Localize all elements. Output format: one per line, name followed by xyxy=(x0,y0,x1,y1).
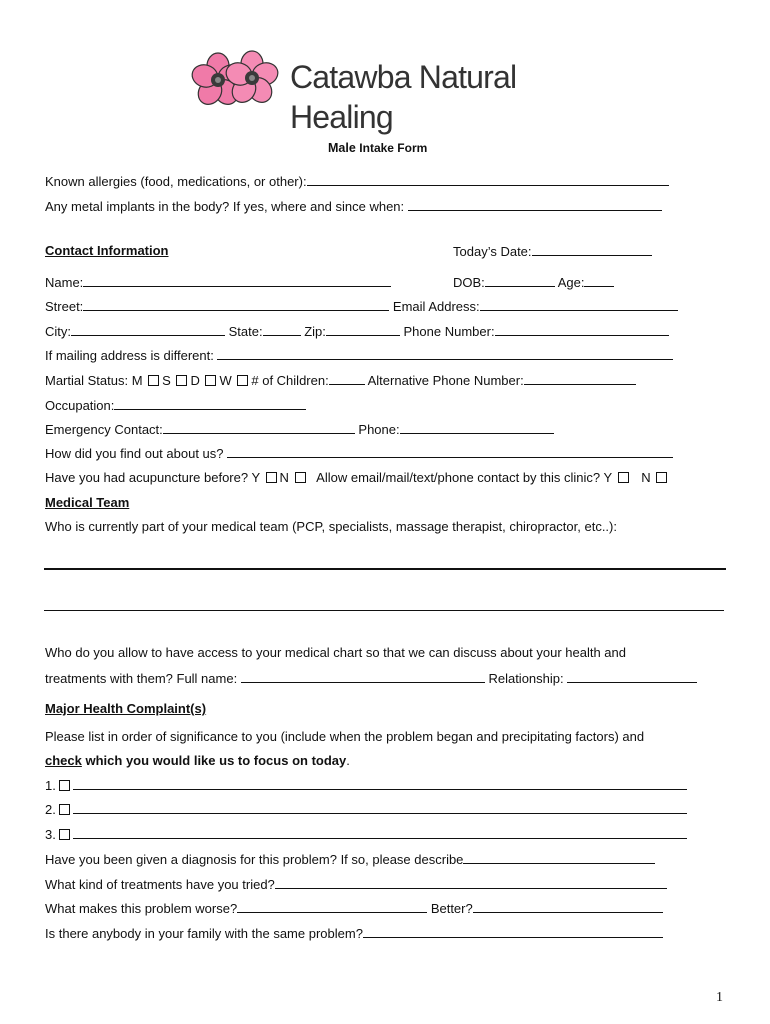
city-row xyxy=(45,323,669,340)
emergency-field[interactable] xyxy=(163,421,355,434)
emergency-row xyxy=(45,421,554,438)
allergies-row xyxy=(45,173,669,190)
item-1-label: 1. xyxy=(45,778,56,793)
item-2-field[interactable] xyxy=(73,801,687,814)
better-label: Better? xyxy=(430,901,473,916)
better-field[interactable] xyxy=(473,900,663,913)
occupation-label: Occupation: xyxy=(45,398,115,413)
diagnosis-label: Have you been given a diagnosis for this problem? If so, please describe xyxy=(45,852,464,867)
item-2-label: 2. xyxy=(45,802,56,817)
occupation-row xyxy=(45,397,306,414)
today-date-row xyxy=(453,243,652,260)
zip-label: Zip: xyxy=(304,324,326,339)
title-rest: Intake Form xyxy=(359,141,428,155)
contact-heading: Contact Information xyxy=(45,243,169,258)
item-2-checkbox[interactable] xyxy=(59,804,70,815)
zip-field[interactable] xyxy=(326,323,400,336)
state-label: State: xyxy=(228,324,263,339)
occupation-field[interactable] xyxy=(114,397,306,410)
state-field[interactable] xyxy=(263,323,301,336)
email-label: Email Address: xyxy=(392,299,480,314)
dob-row xyxy=(453,274,614,291)
marital-row xyxy=(45,372,636,389)
children-label: # of Children: xyxy=(251,373,329,388)
marital-w-label: W xyxy=(219,373,232,388)
acupuncture-row xyxy=(45,470,670,486)
access-name-label: treatments with them? Full name: xyxy=(45,671,238,686)
allow-contact-no-checkbox[interactable] xyxy=(656,472,667,483)
access-name-field[interactable] xyxy=(241,670,485,683)
allow-contact-yes-checkbox[interactable] xyxy=(618,472,629,483)
marital-s-checkbox[interactable] xyxy=(176,375,187,386)
check-period: . xyxy=(346,753,350,768)
complaint-item-1 xyxy=(45,777,687,794)
medical-team-heading: Medical Team xyxy=(45,495,130,510)
children-field[interactable] xyxy=(329,372,365,385)
worse-field[interactable] xyxy=(237,900,427,913)
relationship-label: Relationship: xyxy=(488,671,564,686)
complaint-item-3 xyxy=(45,826,687,843)
emergency-label: Emergency Contact: xyxy=(45,422,163,437)
acupuncture-no-checkbox[interactable] xyxy=(295,472,306,483)
city-field[interactable] xyxy=(71,323,225,336)
implants-label: Any metal implants in the body? If yes, where and since when: xyxy=(45,199,405,214)
today-date-label: Today’s Date: xyxy=(453,244,532,259)
medical-team-line-2[interactable] xyxy=(44,610,724,611)
diagnosis-field[interactable] xyxy=(463,851,655,864)
implants-field[interactable] xyxy=(408,198,662,211)
acupuncture-label: Have you had acupuncture before? Y xyxy=(45,470,260,485)
complaints-check-row xyxy=(45,753,350,769)
age-label: Age: xyxy=(557,275,585,290)
allergies-label: Known allergies (food, medications, or other): xyxy=(45,174,307,189)
street-row xyxy=(45,298,678,315)
medical-team-question: Who is currently part of your medical team (PCP, specialists, massage therapist, chiropractor, etc..): xyxy=(45,519,617,534)
worse-row xyxy=(45,900,663,917)
family-field[interactable] xyxy=(363,925,663,938)
acupuncture-yes-checkbox[interactable] xyxy=(266,472,277,483)
treatments-row xyxy=(45,876,667,893)
allow-contact-label: Allow email/mail/text/phone contact by this clinic? Y xyxy=(316,470,612,485)
allow-contact-n-label: N xyxy=(641,470,651,485)
emergency-phone-label: Phone: xyxy=(358,422,400,437)
email-field[interactable] xyxy=(480,298,678,311)
phone-label: Phone Number: xyxy=(403,324,495,339)
emergency-phone-field[interactable] xyxy=(400,421,554,434)
diagnosis-row xyxy=(45,851,655,868)
found-us-row xyxy=(45,445,673,462)
marital-s-label: S xyxy=(162,373,171,388)
street-field[interactable] xyxy=(83,298,389,311)
acupuncture-n-label: N xyxy=(279,470,289,485)
access-line-1: Who do you allow to have access to your medical chart so that we can discuss about your health and xyxy=(45,645,626,660)
check-rest: which you would like us to focus on today xyxy=(85,753,347,768)
complaint-item-2 xyxy=(45,801,687,818)
item-3-checkbox[interactable] xyxy=(59,829,70,840)
brand-name: Catawba Natural Healing xyxy=(290,59,517,135)
complaints-heading: Major Health Complaint(s) xyxy=(45,701,207,716)
today-date-field[interactable] xyxy=(532,243,652,256)
city-label: City: xyxy=(45,324,71,339)
family-row xyxy=(45,925,663,942)
found-us-field[interactable] xyxy=(227,445,673,458)
allergies-field[interactable] xyxy=(307,173,669,186)
name-row xyxy=(45,274,391,291)
phone-field[interactable] xyxy=(495,323,669,336)
name-label: Name: xyxy=(45,275,84,290)
relationship-field[interactable] xyxy=(567,670,697,683)
marital-w-checkbox[interactable] xyxy=(237,375,248,386)
medical-team-line-1[interactable] xyxy=(44,568,726,570)
mailing-field[interactable] xyxy=(217,347,673,360)
age-field[interactable] xyxy=(584,274,614,287)
form-title xyxy=(328,140,427,156)
title-bold: Male xyxy=(328,141,356,155)
marital-m-checkbox[interactable] xyxy=(148,375,159,386)
dob-label: DOB: xyxy=(453,275,485,290)
item-1-checkbox[interactable] xyxy=(59,780,70,791)
item-1-field[interactable] xyxy=(73,777,687,790)
logo xyxy=(186,47,586,135)
flower-icon xyxy=(186,47,286,113)
treatments-field[interactable] xyxy=(275,876,667,889)
treatments-label: What kind of treatments have you tried? xyxy=(45,877,275,892)
alt-phone-label: Alternative Phone Number: xyxy=(367,373,524,388)
alt-phone-field[interactable] xyxy=(524,372,636,385)
worse-label: What makes this problem worse? xyxy=(45,901,238,916)
item-3-field[interactable] xyxy=(73,826,687,839)
check-word: check xyxy=(45,753,82,768)
marital-label: Martial Status: M xyxy=(45,373,143,388)
marital-d-checkbox[interactable] xyxy=(205,375,216,386)
mailing-label: If mailing address is different: xyxy=(45,348,214,363)
street-label: Street: xyxy=(45,299,84,314)
implants-row xyxy=(45,198,662,215)
page-number: 1 xyxy=(716,990,723,1005)
name-field[interactable] xyxy=(83,274,391,287)
marital-d-label: D xyxy=(190,373,200,388)
mailing-row xyxy=(45,347,673,364)
dob-field[interactable] xyxy=(485,274,555,287)
family-label: Is there anybody in your family with the same problem? xyxy=(45,926,363,941)
complaints-instructions: Please list in order of significance to you (include when the problem began and precipitating factors) and xyxy=(45,729,645,744)
access-row xyxy=(45,670,697,687)
item-3-label: 3. xyxy=(45,827,56,842)
found-us-label: How did you find out about us? xyxy=(45,446,224,461)
